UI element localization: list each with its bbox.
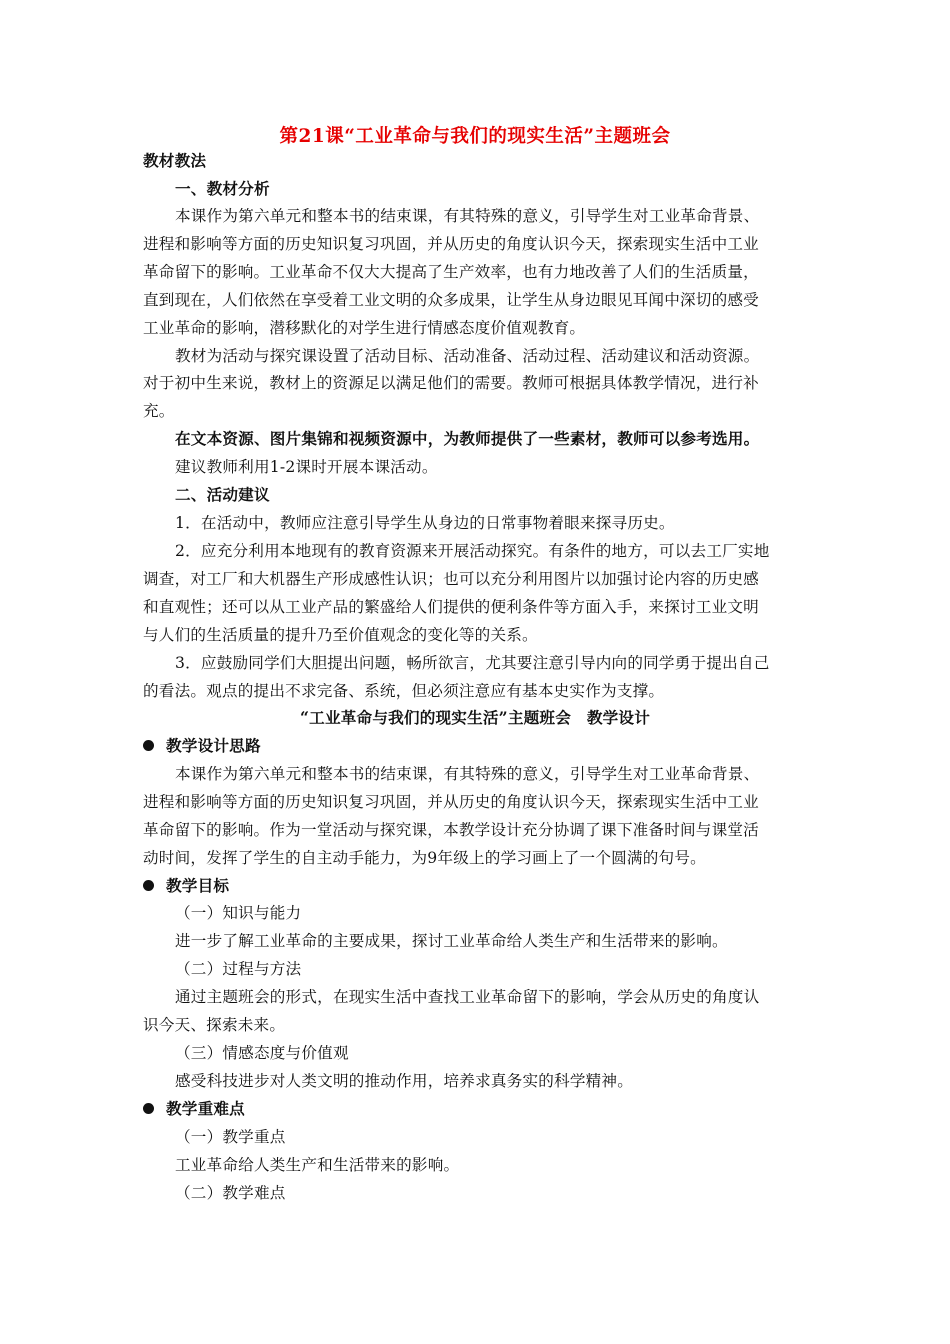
sub-heading: （二）过程与方法 xyxy=(175,960,302,978)
heading-text: 教学重难点 xyxy=(166,1099,245,1118)
paragraph-line: 革命留下的影响。工业革命不仅大大提高了生产效率，也有力地改善了人们的生活质量， xyxy=(143,263,759,281)
paragraph-line: 进程和影响等方面的历史知识复习巩固，并从历史的角度认识今天，探索现实生活中工业 xyxy=(143,793,759,811)
paragraph-line: 直到现在，人们依然在享受着工业文明的众多成果，让学生从身边眼见耳闻中深切的感受 xyxy=(143,291,759,309)
paragraph-line: 革命留下的影响。作为一堂活动与探究课，本教学设计充分协调了课下准备时间与课堂活 xyxy=(143,821,759,839)
paragraph-line: 调查，对工厂和大机器生产形成感性认识；也可以充分利用图片以加强讨论内容的历史感 xyxy=(143,570,759,588)
bullet-icon xyxy=(143,740,154,751)
list-item: 2．应充分利用本地现有的教育资源来开展活动探究。有条件的地方，可以去工厂实地 xyxy=(175,542,770,560)
paragraph-line: 充。 xyxy=(143,402,175,420)
analysis-heading: 一、教材分析 xyxy=(175,179,270,198)
paragraph-line: 通过主题班会的形式，在现实生活中查找工业革命留下的影响，学会从历史的角度认 xyxy=(175,988,760,1006)
key-points-heading xyxy=(143,1099,245,1119)
bold-note: 在文本资源、图片集锦和视频资源中，为教师提供了一些素材，教师可以参考选用。 xyxy=(175,429,760,448)
sub-heading: （二）教学难点 xyxy=(175,1184,286,1202)
section-heading: 教材教法 xyxy=(143,151,207,170)
sub-heading: （三）情感态度与价值观 xyxy=(175,1044,349,1062)
paragraph-line: 工业革命的影响，潜移默化的对学生进行情感态度价值观教育。 xyxy=(143,319,586,337)
paragraph-line: 识今天、探索未来。 xyxy=(143,1016,286,1034)
sub-heading: （一）知识与能力 xyxy=(175,904,302,922)
heading-text: 教学目标 xyxy=(166,876,230,895)
objectives-heading xyxy=(143,876,229,896)
heading-text: 教学设计思路 xyxy=(166,736,261,755)
bullet-icon xyxy=(143,880,154,891)
paragraph-line: 的看法。观点的提出不求完备、系统，但必须注意应有基本史实作为支撑。 xyxy=(143,682,665,700)
paragraph-line: 对于初中生来说，教材上的资源足以满足他们的需要。教师可根据具体教学情况，进行补 xyxy=(143,374,759,392)
paragraph-line: 本课作为第六单元和整本书的结束课，有其特殊的意义，引导学生对工业革命背景、 xyxy=(175,207,760,225)
design-thoughts-heading xyxy=(143,736,261,756)
sub-heading: （一）教学重点 xyxy=(175,1128,286,1146)
list-item: 3．应鼓励同学们大胆提出问题，畅所欲言，尤其要注意引导内向的同学勇于提出自己 xyxy=(175,654,770,672)
suggestions-heading: 二、活动建议 xyxy=(175,485,270,504)
paragraph-line: 进程和影响等方面的历史知识复习巩固，并从历史的角度认识今天，探索现实生活中工业 xyxy=(143,235,759,253)
bullet-icon xyxy=(143,1103,154,1114)
document-title: 第21课“工业革命与我们的现实生活”主题班会 xyxy=(279,126,671,147)
list-item: 1．在活动中，教师应注意引导学生从身边的日常事物着眼来探寻历史。 xyxy=(175,514,675,532)
paragraph-line: 建议教师利用1-2课时开展本课活动。 xyxy=(175,458,438,476)
paragraph-line: 本课作为第六单元和整本书的结束课，有其特殊的意义，引导学生对工业革命背景、 xyxy=(175,765,760,783)
design-title: “工业革命与我们的现实生活”主题班会 教学设计 xyxy=(299,708,650,727)
paragraph-line: 与人们的生活质量的提升乃至价值观念的变化等的关系。 xyxy=(143,626,538,644)
paragraph-line: 感受科技进步对人类文明的推动作用，培养求真务实的科学精神。 xyxy=(175,1072,634,1090)
paragraph-line: 进一步了解工业革命的主要成果，探讨工业革命给人类生产和生活带来的影响。 xyxy=(175,932,728,950)
paragraph-line: 动时间，发挥了学生的自主动手能力，为9年级上的学习画上了一个圆满的句号。 xyxy=(143,849,706,867)
paragraph-line: 教材为活动与探究课设置了活动目标、活动准备、活动过程、活动建议和活动资源。 xyxy=(175,347,760,365)
paragraph-line: 工业革命给人类生产和生活带来的影响。 xyxy=(175,1156,460,1174)
paragraph-line: 和直观性；还可以从工业产品的繁盛给人们提供的便利条件等方面入手，来探讨工业文明 xyxy=(143,598,759,616)
